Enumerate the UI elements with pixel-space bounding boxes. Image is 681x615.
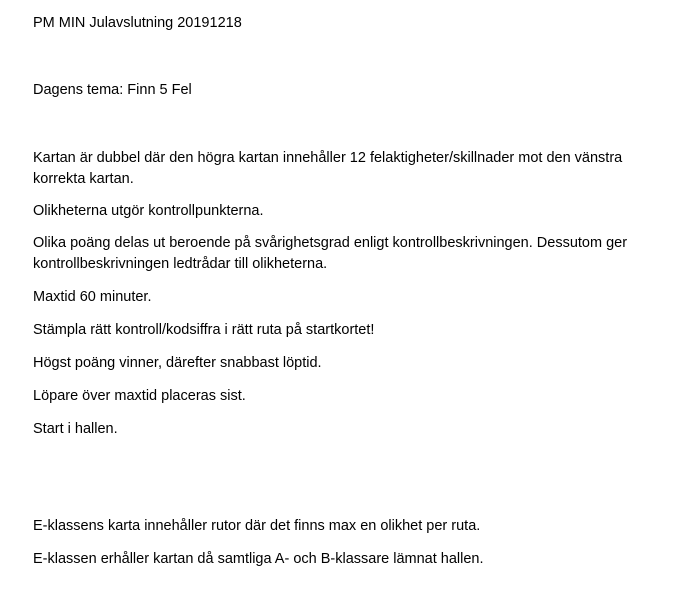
paragraph-e-class-map: E-klassens karta innehåller rutor där det finns max en olikhet per ruta. — [33, 518, 481, 534]
paragraph-start: Start i hallen. — [33, 421, 118, 437]
paragraph-map-description: Kartan är dubbel där den högra kartan innehåller 12 felaktigheter/skillnader mot den vänstra korrekta kartan. — [33, 150, 623, 187]
paragraph-stamp: Stämpla rätt kontroll/kodsiffra i rätt ruta på startkortet! — [33, 322, 375, 338]
document-title: PM MIN Julavslutning 20191218 — [33, 15, 242, 31]
theme-line: Dagens tema: Finn 5 Fel — [33, 82, 192, 98]
paragraph-winner: Högst poäng vinner, därefter snabbast löptid. — [33, 355, 322, 371]
paragraph-over-time: Löpare över maxtid placeras sist. — [33, 388, 246, 404]
paragraph-max-time: Maxtid 60 minuter. — [33, 289, 152, 305]
paragraph-e-class-receive: E-klassen erhåller kartan då samtliga A- och B-klassare lämnat hallen. — [33, 551, 484, 567]
paragraph-points: Olika poäng delas ut beroende på svårighetsgrad enligt kontrollbeskrivningen. Dessutom ger kontrollbeskrivningen ledtrådar till olikheterna. — [33, 235, 628, 272]
paragraph-control-points: Olikheterna utgör kontrollpunkterna. — [33, 203, 264, 219]
